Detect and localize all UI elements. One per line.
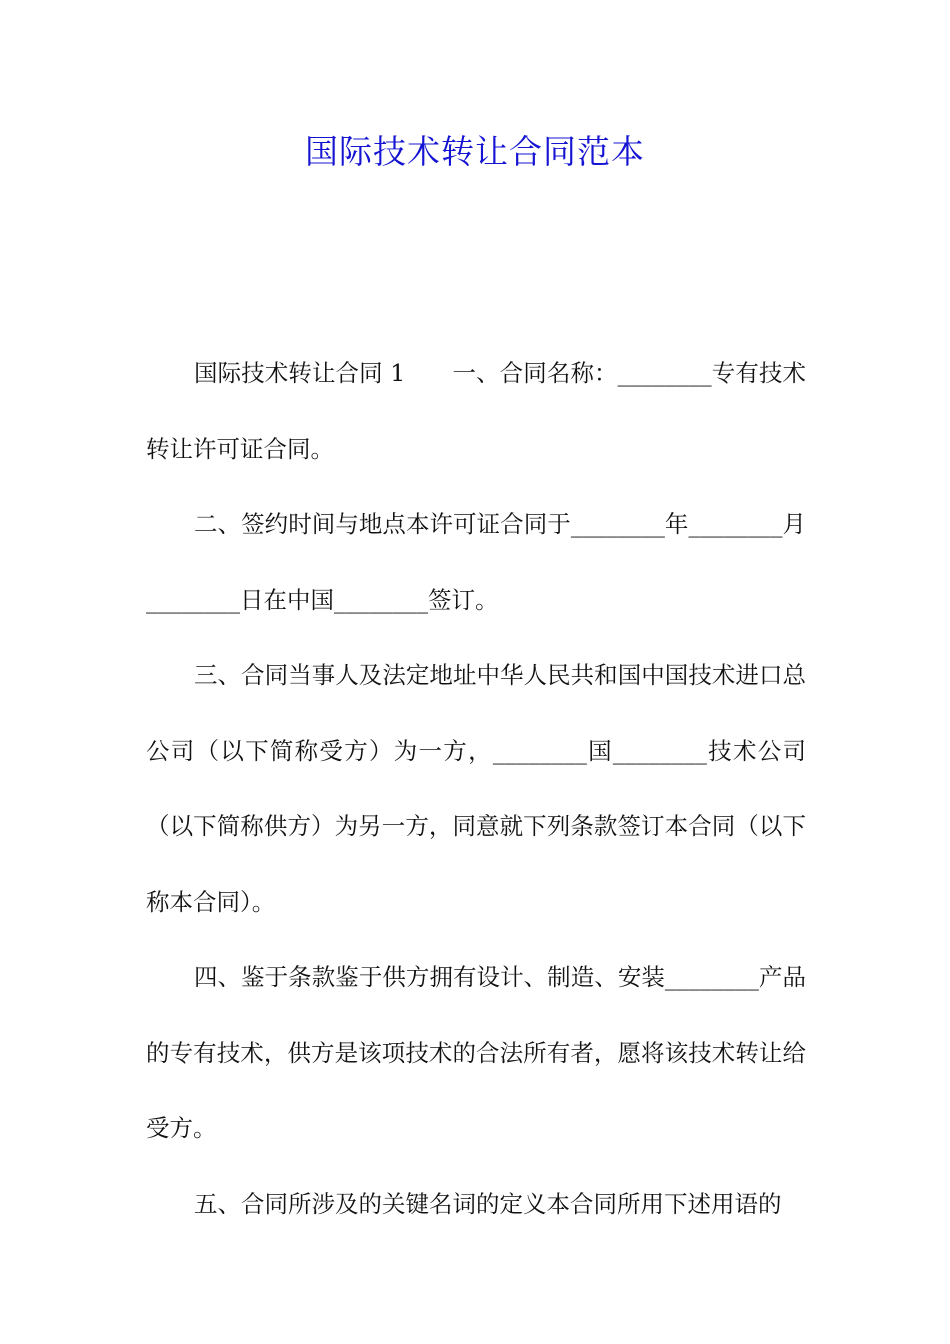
paragraph-signing-time: 二、签约时间与地点本许可证合同于________年________月________日在中国________签订。 [146, 510, 806, 614]
paragraph-parties: 三、合同当事人及法定地址中华人民共和国中国技术进口总公司（以下简称受方）为一方，________国________技术公司（以下简称供方）为另一方，同意就下列条款签订本合同（以下称本合同）。 [146, 661, 806, 916]
paragraph-contract-name: 国际技术转让合同 1 一、合同名称：________专有技术转让许可证合同。 [146, 359, 806, 463]
document-body [146, 336, 806, 1242]
document-title: 国际技术转让合同范本 [305, 132, 645, 171]
paragraph-whereas: 四、鉴于条款鉴于供方拥有设计、制造、安装________产品的专有技术，供方是该项技术的合法所有者，愿将该技术转让给受方。 [146, 963, 806, 1142]
paragraph-definitions: 五、合同所涉及的关键名词的定义本合同所用下述用语的 [194, 1189, 782, 1218]
